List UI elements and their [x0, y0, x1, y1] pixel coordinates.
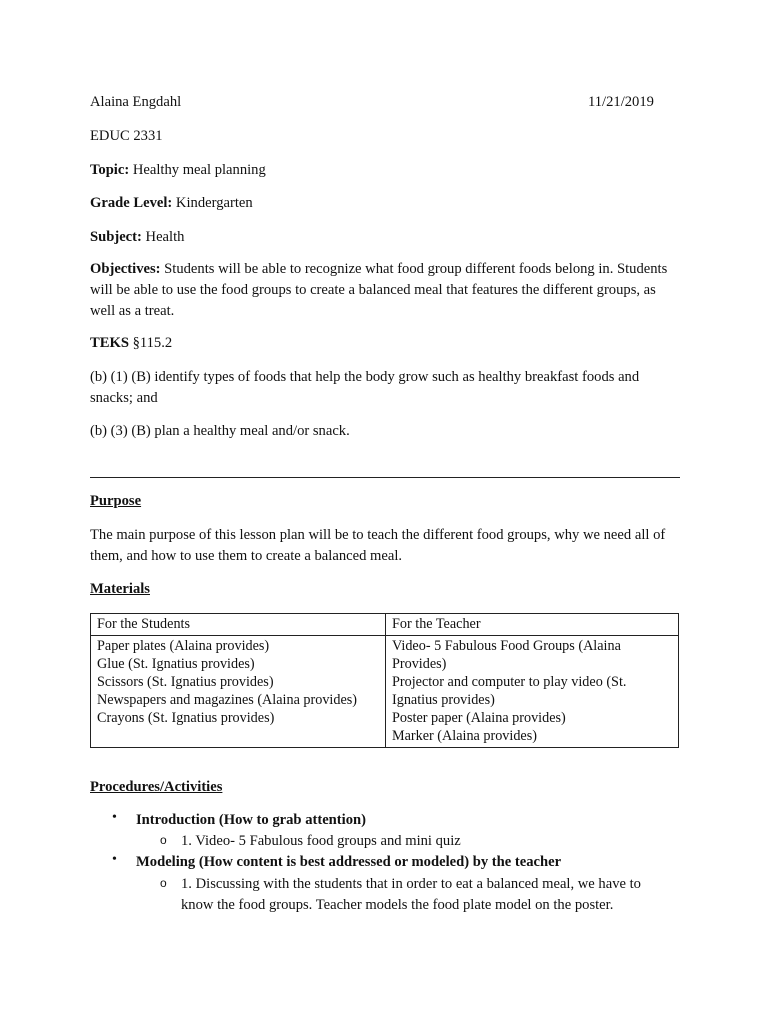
author-name: Alaina Engdahl [90, 94, 182, 110]
table-row [91, 636, 679, 748]
list-item: Video- 5 Fabulous Food Groups (Alaina Provides) [392, 638, 621, 672]
grade-level-line [90, 193, 253, 213]
sub-bullet-icon: o [160, 833, 167, 847]
bullet-icon: • [112, 852, 117, 867]
procedure-title: Introduction (How to grab attention) [136, 812, 366, 828]
list-item: Scissors (St. Ignatius provides) [97, 674, 274, 690]
subject-label: Subject: [90, 229, 142, 245]
subject-line [90, 227, 184, 247]
sub-bullet-icon: o [160, 876, 167, 890]
objectives-paragraph [90, 259, 680, 322]
students-materials-cell [91, 636, 386, 748]
list-item: Poster paper (Alaina provides) [392, 710, 566, 726]
topic-value: Healthy meal planning [129, 162, 266, 178]
grade-level-value: Kindergarten [172, 195, 253, 211]
grade-level-label: Grade Level: [90, 195, 173, 211]
list-item: Paper plates (Alaina provides) [97, 638, 270, 654]
list-item: Marker (Alaina provides) [392, 728, 537, 744]
students-column-header: For the Students [91, 614, 386, 636]
list-item: Glue (St. Ignatius provides) [97, 656, 255, 672]
teacher-materials-cell [386, 636, 679, 748]
table-header-row [91, 614, 679, 636]
topic-label: Topic: [90, 162, 130, 178]
list-item: Newspapers and magazines (Alaina provides) [97, 692, 358, 708]
teks-line [90, 333, 172, 353]
list-item: Projector and computer to play video (St. Ignatius provides) [392, 674, 627, 708]
section-divider [90, 477, 680, 478]
materials-heading: Materials [90, 581, 150, 597]
subject-value: Health [141, 229, 185, 245]
bullet-icon: • [112, 810, 117, 825]
objectives-text: Students will be able to recognize what food group different foods belong in. Students will be able to use the food groups to create a balanced meal that features the different groups, as well as a treat. [90, 261, 668, 319]
purpose-heading: Purpose [90, 493, 142, 509]
course-code: EDUC 2331 [90, 128, 163, 144]
list-item: Crayons (St. Ignatius provides) [97, 710, 275, 726]
teacher-column-header: For the Teacher [386, 614, 679, 636]
procedure-detail: 1. Discussing with the students that in order to eat a balanced meal, we have to know the food groups. Teacher models the food plate model on the poster. [181, 876, 641, 913]
procedures-heading: Procedures/Activities [90, 779, 223, 795]
teks-item: (b) (1) (B) identify types of foods that help the body grow such as healthy breakfast foods and snacks; and [90, 369, 640, 406]
topic-line [90, 160, 266, 180]
document-date: 11/21/2019 [588, 94, 654, 110]
procedure-detail: 1. Video- 5 Fabulous food groups and mini quiz [181, 833, 461, 849]
teks-label: TEKS [90, 335, 129, 351]
teks-item: (b) (3) (B) plan a healthy meal and/or snack. [90, 423, 350, 439]
materials-table [90, 613, 679, 748]
procedure-title: Modeling (How content is best addressed or modeled) by the teacher [136, 854, 562, 870]
teks-value: §115.2 [128, 335, 173, 351]
purpose-text: The main purpose of this lesson plan will be to teach the different food groups, why we need all of them, and how to use them to create a balanced meal. [90, 527, 666, 564]
objectives-label: Objectives: [90, 261, 161, 277]
